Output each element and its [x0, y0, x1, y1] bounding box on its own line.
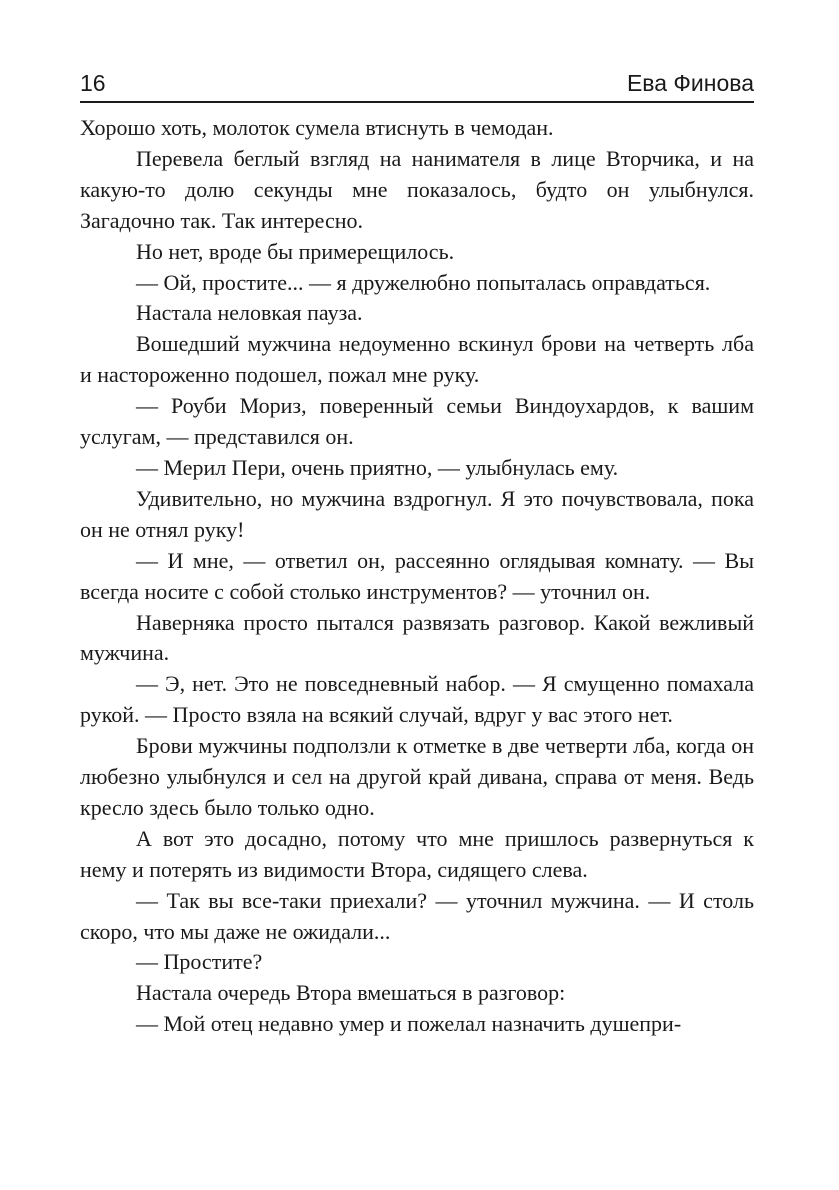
paragraph: — Так вы все-таки приехали? — уточнил мужчина. — И столь скоро, что мы даже не ожидали...: [80, 887, 754, 944]
paragraph: — Мерил Пери, очень приятно, — улыбнулась ему.: [136, 454, 619, 480]
paragraph: Брови мужчины подползли к отметке в две четверти лба, когда он любезно улыбнулся и сел на другой край дивана, справа от меня. Ведь кресло здесь было только одно.: [80, 733, 754, 820]
paragraph: Настала очередь Втора вмешаться в разговор:: [136, 980, 566, 1006]
paragraph: Перевела беглый взгляд на нанимателя в лице Вторчика, и на какую-то долю секунды мне показалось, будто он улыбнулся. Загадочно так. Так интересно.: [80, 145, 754, 233]
paragraph: — Э, нет. Это не повседневный набор. — Я смущенно помахала рукой. — Просто взяла на всякий случай, вдруг у вас этого нет.: [80, 671, 754, 728]
body-text: [80, 113, 754, 1040]
page-number: 16: [80, 70, 106, 96]
paragraph: Настала неловкая пауза.: [136, 300, 363, 326]
paragraph: — Роуби Мориз, поверенный семьи Виндоухардов, к вашим услугам, — представился он.: [80, 393, 754, 450]
running-header: [80, 66, 754, 100]
paragraph: — Ой, простите... — я дружелюбно попыталась оправдаться.: [136, 269, 711, 295]
paragraph: Удивительно, но мужчина вздрогнул. Я это почувствовала, пока он не отнял руку!: [80, 485, 754, 542]
paragraph: А вот это досадно, потому что мне пришлось развернуться к нему и потерять из видимости Втора, сидящего слева.: [80, 825, 754, 882]
paragraph: — Простите?: [136, 949, 263, 975]
paragraph: Вошедший мужчина недоуменно вскинул брови на четверть лба и настороженно подошел, пожал мне руку.: [80, 331, 754, 388]
paragraph: Хорошо хоть, молоток сумела втиснуть в чемодан.: [80, 115, 554, 140]
header-rule: [80, 101, 754, 103]
paragraph: — Мой отец недавно умер и пожелал назначить душепри-: [136, 1011, 682, 1037]
paragraph: Но нет, вроде бы примерещилось.: [136, 238, 455, 264]
paragraph: Наверняка просто пытался развязать разговор. Какой вежливый мужчина.: [80, 609, 754, 666]
paragraph: — И мне, — ответил он, рассеянно оглядывая комнату. — Вы всегда носите с собой столько инструментов? — уточнил он.: [80, 547, 754, 604]
author-name: Ева Финова: [626, 70, 754, 96]
